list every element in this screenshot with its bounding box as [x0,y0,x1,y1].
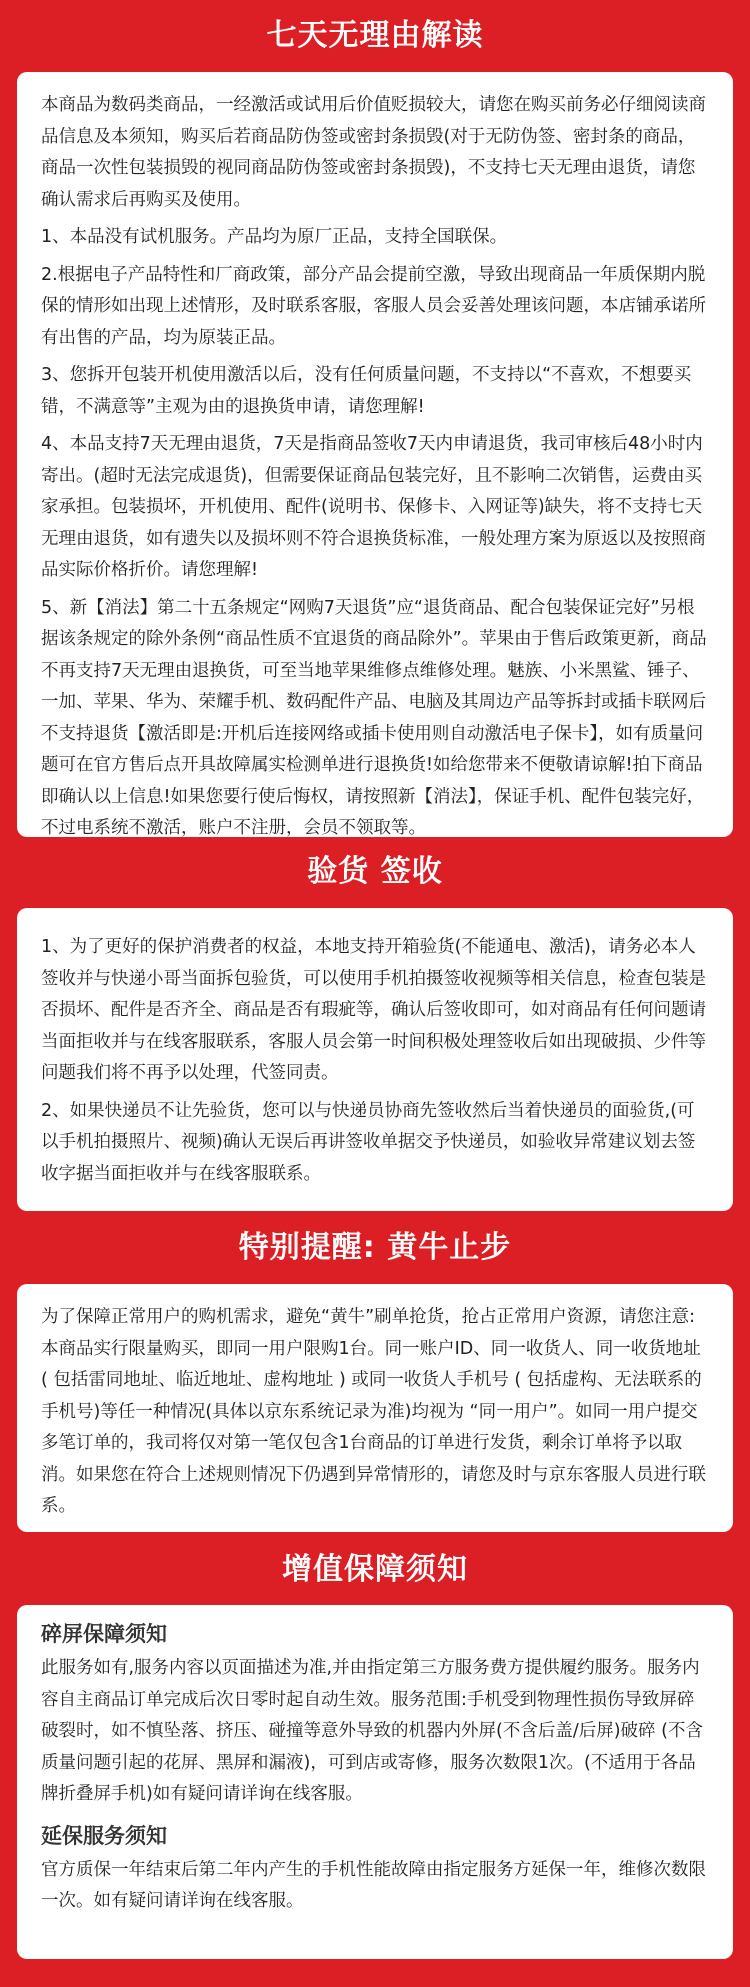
scalper-warning-card [17,1284,733,1532]
extended-warranty-heading: 延保服务须知 [41,1823,167,1848]
value-added-card [17,1605,733,1959]
paragraph-intro: 本商品为数码类商品，一经激活或试用后价值贬损较大，请您在购买前务必仔细阅读商品信息及本须知，购买后若商品防伪签或密封条损毁(对于无防伪签、密封条的商品，商品一次性包装损毁的视同商品防伪签或密封条损毁)，不支持七天无理由退货，请您确认需求后再购买及使用。 [41,95,706,210]
section-title-scalper-warning: 特别提醒: 黄牛止步 [238,1230,512,1265]
section-title-value-added: 增值保障须知 [282,1552,468,1587]
scalper-paragraph: 为了保障正常用户的购机需求，避免“黄牛”刷单抢货，抢占正常用户资源，请您注意:本商品实行限量购买，即同一用户限购1台。同一账户ID、同一收货人、同一收货地址 ( 包括雷同地址、临近地址、虚构地址 ) 或同一收货人手机号 ( 包括虚构、无法联系的手机号)等任一种情况(具体以京东系统记录为准)均视为 “同一用户”。如同一用户提交多笔订单的，我司将仅对第一笔仅包含1台商品的订单进行发货，剩余订单将予以取消。如果您在符合上述规则情况下仍遇到异常情形的，请您及时与京东客服人员进行联系。 [41,1307,706,1516]
paragraph-1: 1、本品没有试机服务。产品均为原厂正品，支持全国联保。 [41,227,508,247]
section-title-inspection: 验货 签收 [307,854,443,889]
inspection-card [17,908,733,1211]
inspection-paragraph-1: 1、为了更好的保护消费者的权益，本地支持开箱验货(不能通电、激活)，请务必本人签收并与快递小哥当面拆包验货，可以使用手机拍摄签收视频等相关信息，检查包装是否损坏、配件是否齐全、商品是否有瑕疵等，确认后签收即可，如对商品有任何问题请当面拒收并与在线客服联系，客服人员会第一时间积极处理签收后如出现破损、少件等问题我们将不再予以处理，代签同责。 [41,937,706,1083]
paragraph-5: 5、新【消法】第二十五条规定“网购7天退货”应“退货商品、配合包装保证完好”另根据该条规定的除外条例“商品性质不宜退货的商品除外”。苹果由于售后政策更新，商品不再支持7天无理由退换货，可至当地苹果维修点维修处理。魅族、小米黑鲨、锤子、一加、苹果、华为、荣耀手机、数码配件产品、电脑及其周边产品等拆封或插卡联网后不支持退货【激活即是:开机后连接网络或插卡使用则自动激活电子保卡】，如有质量问题可在官方售后点开具故障属实检测单进行退换货!如给您带来不便敬请谅解!拍下商品即确认以上信息!如果您要行使后悔权，请按照新【消法】，保证手机、配件包装完好，不过电系统不激活，账户不注册，会员不领取等。 [41,597,707,838]
paragraph-4: 4、本品支持7天无理由退货，7天是指商品签收7天内申请退货，我司审核后48小时内寄出。(超时无法完成退货)，但需要保证商品包装完好，且不影响二次销售，运费由买家承担。包装损坏，开机使用、配件(说明书、保修卡、入网证等)缺失，将不支持七天无理由退货，如有遗失以及损坏则不符合退换货标准，一般处理方案为原返以及按照商品实际价格折价。请您理解! [41,434,706,580]
inspection-paragraph-2: 2、如果快递员不让先验货，您可以与快递员协商先签收然后当着快递员的面验货,(可以手机拍摄照片、视频)确认无误后再讲签收单据交予快递员，如验收异常建议划去签收字据当面拒收并与在线客服联系。 [41,1100,696,1184]
extended-warranty-text: 官方质保一年结束后第二年内产生的手机性能故障由指定服务方延保一年，维修次数限一次。如有疑问请详询在线客服。 [41,1859,706,1911]
paragraph-3: 3、您拆开包装开机使用激活以后，没有任何质量问题，不支持以“不喜欢，不想要买错，不满意等”主观为由的退换货申请，请您理解! [41,365,692,417]
seven-day-return-card [17,72,733,837]
screen-protection-heading: 碎屏保障须知 [41,1622,167,1646]
section-title-seven-day-return: 七天无理由解读 [266,18,484,53]
paragraph-2: 2.根据电子产品特性和厂商政策，部分产品会提前空激，导致出现商品一年质保期内脱保的情形如出现上述情形，及时联系客服，客服人员会妥善处理该问题，本店铺承诺所有出售的产品，均为原装正品。 [41,264,706,348]
screen-protection-text: 此服务如有,服务内容以页面描述为准,并由指定第三方服务费方提供履约服务。服务内容自主商品订单完成后次日零时起自动生效。服务范围:手机受到物理性损伤导致屏碎破裂时，如不慎坠落、挤压、碰撞等意外导致的机器内外屏(不含后盖/后屏)破碎 (不含质量问题引起的花屏、黑屏和漏液)，可到店或寄修，服务次数限1次。(不适用于各品牌折叠屏手机)如有疑问请详询在线客服。 [41,1658,703,1804]
